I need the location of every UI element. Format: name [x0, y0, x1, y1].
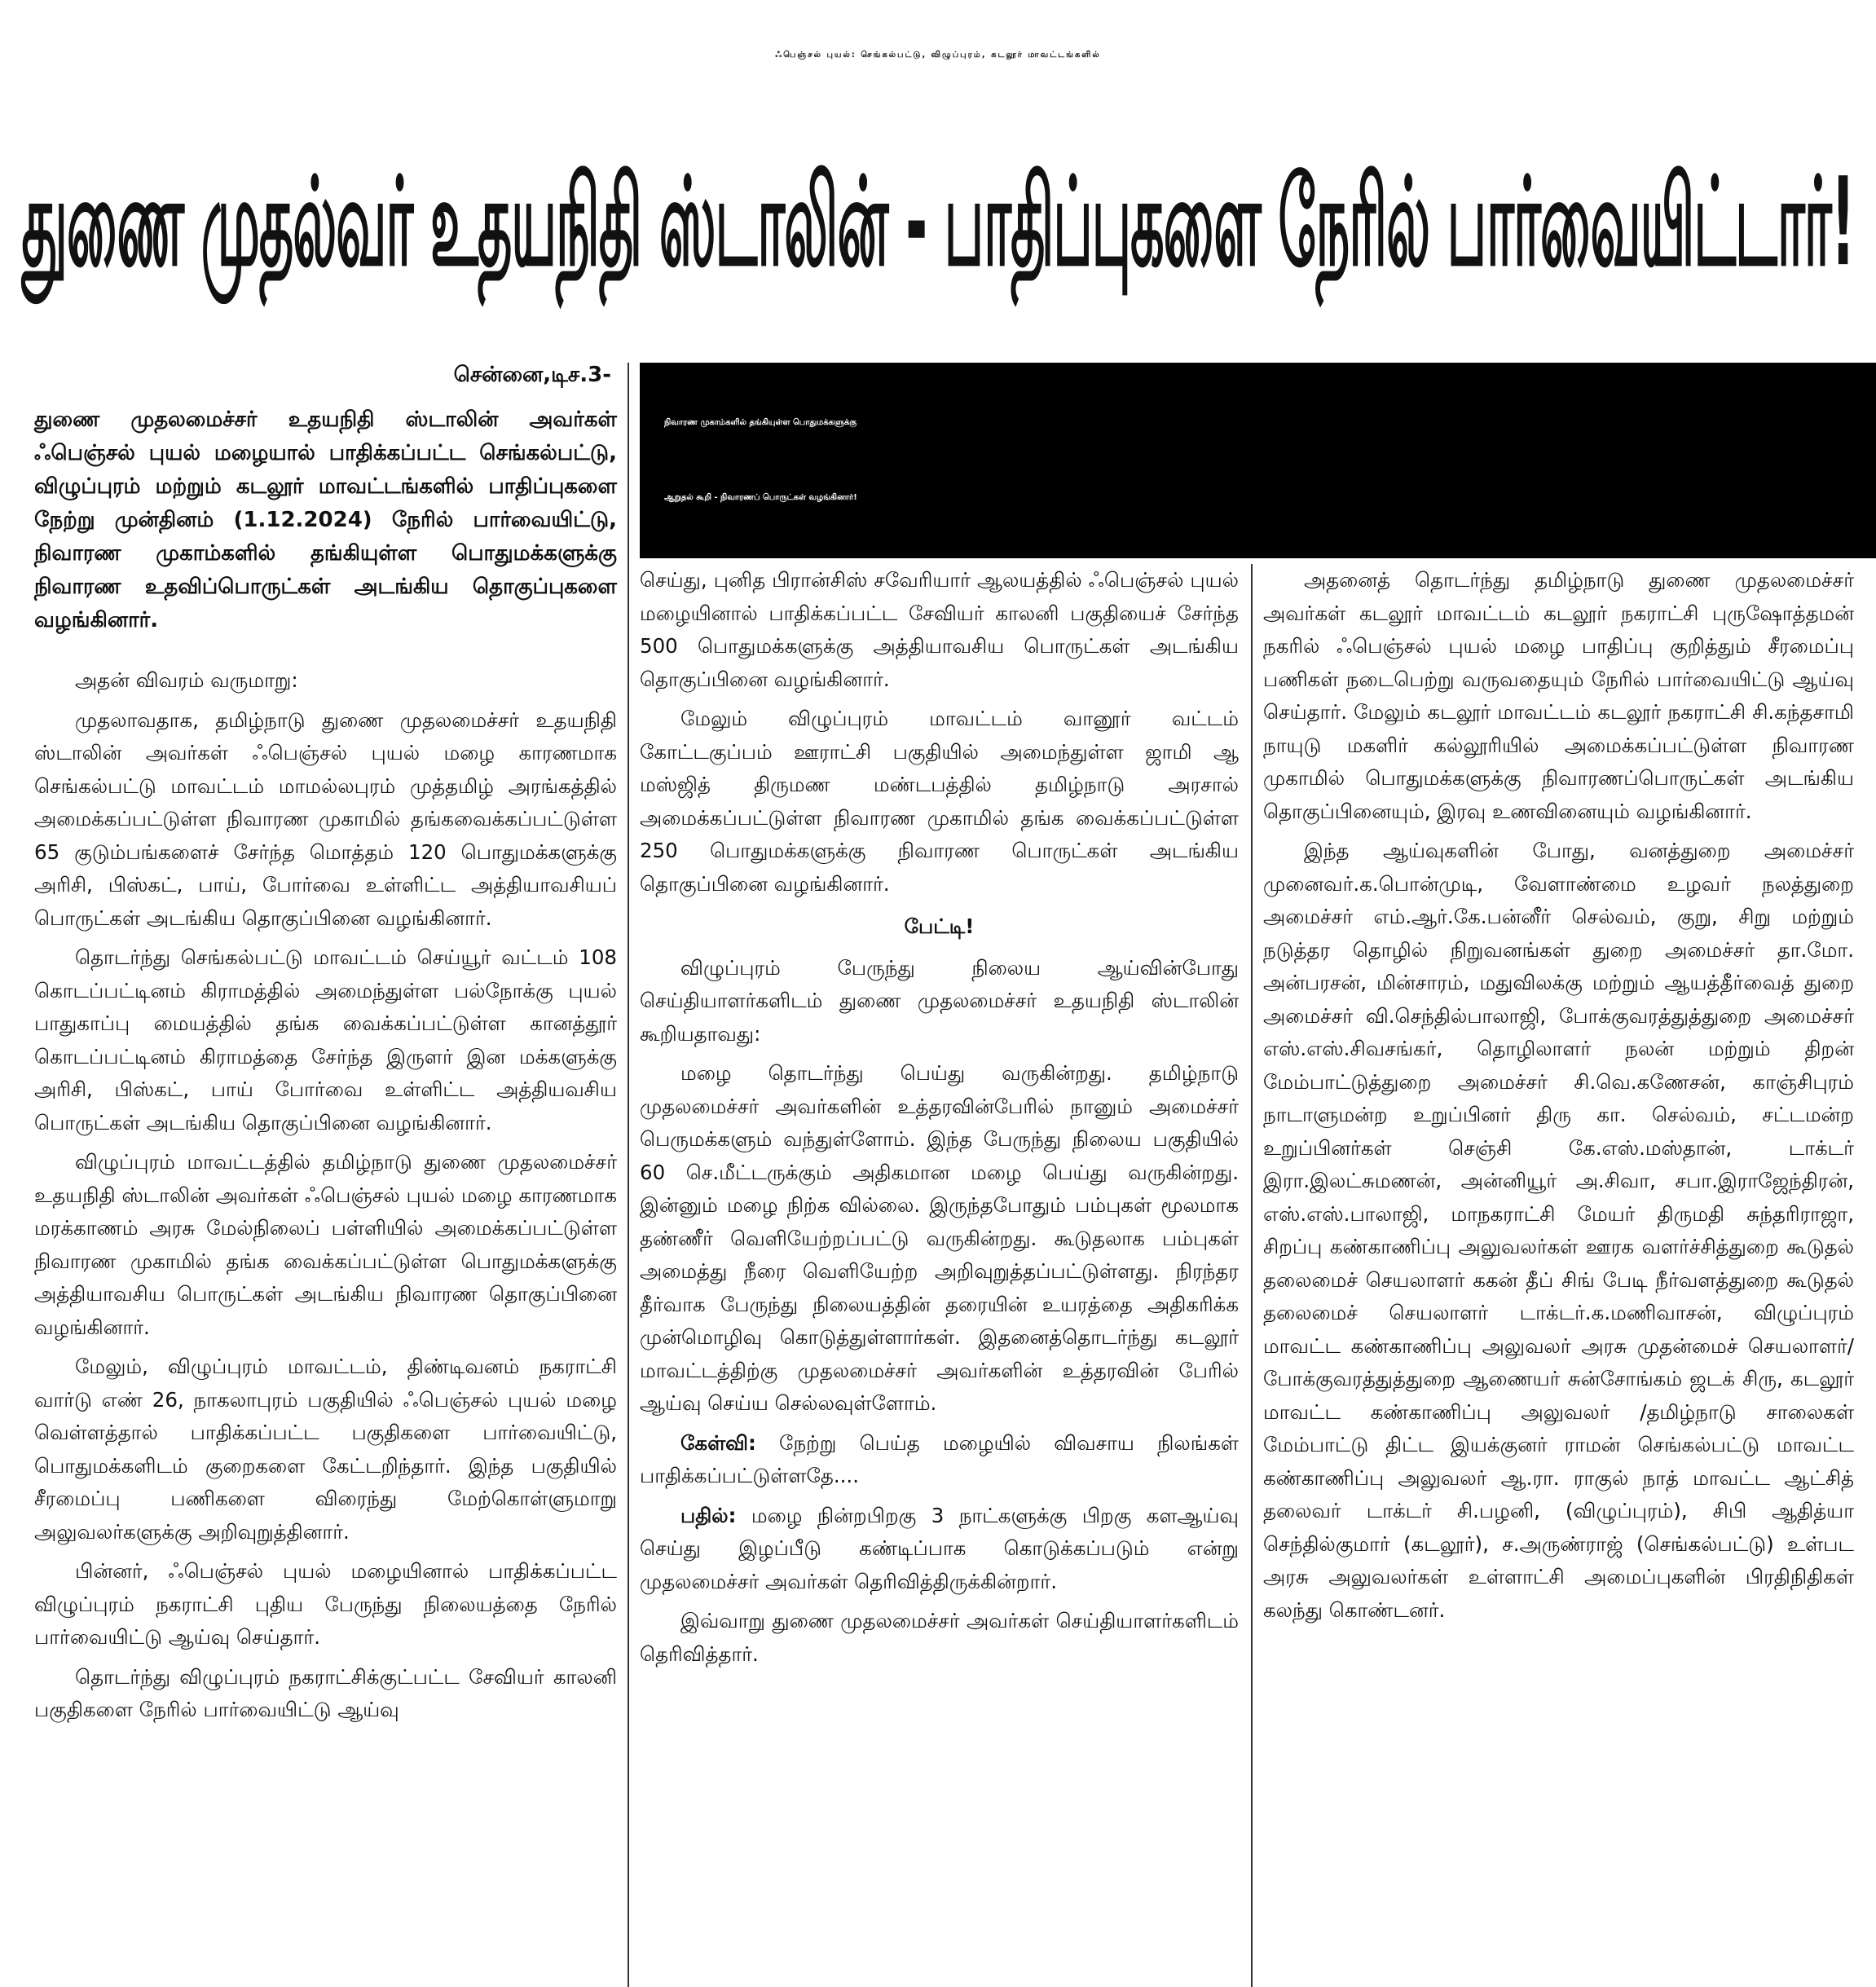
answer-label: பதில்: — [680, 1503, 737, 1527]
subheadline-banner — [640, 363, 1876, 558]
paragraph: மழை தொடர்ந்து பெய்து வருகின்றது. தமிழ்நாடு முதலமைச்சர் அவர்களின் உத்தரவின்பேரில் நானும் அமைச்சர் பெருமக்களும் வந்துள்ளோம். இந்த பேருந்து நிலைய பகுதியில் 60 செ.மீட்டருக்கும் அதிகமான மழை பெய்து வருகின்றது. இன்னும் மழை நிற்க வில்லை. இருந்தபோதும் பம்புகள் மூலமாக தண்ணீர் வெளியேற்றப்பட்டு வருகின்றது. கூடுதலாக பம்புகள் அமைத்து நீரை வெளியேற்ற அறிவுறுத்தப்பட்டுள்ளது. நிரந்தர தீர்வாக பேருந்து நிலையத்தின் தரையின் உயரத்தை அதிகரிக்க முன்மொழிவு கொடுத்துள்ளார்கள். இதனைத்தொடர்ந்து கடலூர் மாவட்டத்திற்கு முதலமைச்சர் அவர்களின் உத்தரவின் பேரில் ஆய்வு செய்ய செல்லவுள்ளோம். — [640, 1061, 1239, 1415]
paragraph: தொடர்ந்து செங்கல்பட்டு மாவட்டம் செய்யூர் வட்டம் 108 கொடப்பட்டினம் கிராமத்தில் அமைந்துள்ள பல்நோக்கு புயல் பாதுகாப்பு மையத்தில் தங்க வைக்கப்பட்டுள்ள கானத்தூர் கொடப்பட்டினம் கிராமத்தை சேர்ந்த இருளர் இன மக்களுக்கு அரிசி, பிஸ்கட், பாய் போர்வை உள்ளிட்ட அத்தியவசிய பொருட்கள் அடங்கிய தொகுப்பினை வழங்கினார். — [34, 945, 617, 1134]
main-headline-text: துணை முதல்வர் உதயநிதி ஸ்டாலின் - பாதிப்புகளை நேரில் பார்வையிட்டார்! — [21, 153, 1855, 294]
question-label: கேள்வி: — [680, 1430, 756, 1455]
column-divider — [628, 363, 629, 1987]
paragraph: பின்னர், ஃபெஞ்சல் புயல் மழையினால் பாதிக்கப்பட்ட விழுப்புரம் நகராட்சி புதிய பேருந்து நிலையத்தை நேரில் பார்வையிட்டு ஆய்வு செய்தார். — [34, 1559, 617, 1649]
banner-line-2: ஆறுதல் கூறி - நிவாரணப் பொருட்கள் வழங்கினார்! — [664, 493, 857, 502]
article-column-2 — [640, 564, 1239, 1677]
article-column-1 — [34, 664, 617, 1734]
paragraph: இவ்வாறு துணை முதலமைச்சர் அவர்கள் செய்தியாளர்களிடம் தெரிவித்தார். — [640, 1609, 1239, 1666]
lead-paragraph: துணை முதலமைச்சர் உதயநிதி ஸ்டாலின் அவர்கள் ஃபெஞ்சல் புயல் மழையால் பாதிக்கப்பட்ட செங்கல்பட்டு, விழுப்புரம் மற்றும் கடலூர் மாவட்டங்களில் பாதிப்புகளை நேற்று முன்தினம் (1.12.2024) நேரில் பார்வையிட்டு, நிவாரண முகாம்களில் தங்கியுள்ள பொதுமக்களுக்கு நிவாரண உதவிப்பொருட்கள் அடங்கிய தொகுப்புகளை வழங்கினார். — [34, 408, 617, 632]
main-headline — [0, 110, 1876, 355]
paragraph: இந்த ஆய்வுகளின் போது, வனத்துறை அமைச்சர் முனைவர்.க.பொன்முடி, வேளாண்மை உழவர் நலத்துறை அமைச்சர் எம்.ஆர்.கே.பன்னீர் செல்வம், குறு, சிறு மற்றும் நடுத்தர தொழில் நிறுவனங்கள் துறை அமைச்சர் தா.மோ. அன்பரசன், மின்சாரம், மதுவிலக்கு மற்றும் ஆயத்தீர்வைத் துறை அமைச்சர் வி.செந்தில்பாலாஜி, போக்குவரத்துத்துறை அமைச்சர் எஸ்.எஸ்.சிவசங்கர், தொழிலாளர் நலன் மற்றும் திறன் மேம்பாட்டுத்துறை அமைச்சர் சி.வெ.கணேசன், காஞ்சிபுரம் நாடாளுமன்ற உறுப்பினர் திரு கா. செல்வம், சட்டமன்ற உறுப்பினர்கள் செஞ்சி கே.எஸ்.மஸ்தான், டாக்டர் இரா.இலட்சுமணன், அன்னியூர் அ.சிவா, சபா.இராஜேந்திரன், எஸ்.எஸ்.பாலாஜி, மாநகராட்சி மேயர் திருமதி சுந்தரிராஜா, சிறப்பு கண்காணிப்பு அலுவலர்கள் ஊரக வளர்ச்சித்துறை கூடுதல் தலைமைச் செயலாளர் ககன் தீப் சிங் பேடி நீர்வளத்துறை கூடுதல் தலைமைச் செயலாளர் டாக்டர்.க.மணிவாசன், விழுப்புரம் மாவட்ட கண்காணிப்பு அலுவலர் அரசு முதன்மைச் செயலாளர்/ போக்குவரத்துத்துறை ஆணையர் சுன்சோங்கம் ஜடக் சிரு, கடலூர் மாவட்ட கண்காணிப்பு அலுவலர் /தமிழ்நாடு சாலைகள் மேம்பாட்டு திட்ட இயக்குனர் ராமன் செங்கல்பட்டு மாவட்ட கண்காணிப்பு அலுவலர் ஆ.ரா. ராகுல் நாத் மாவட்ட ஆட்சித் தலைவர் டாக்டர் சி.பழனி, (விழுப்புரம்), சிபி ஆதித்யா செந்தில்குமார் (கடலூர்), ச.அருண்ராஜ் (செங்கல்பட்டு) உள்பட அரசு அலுவலர்கள் உள்ளாட்சி அமைப்புகளின் பிரதிநிதிகள் கலந்து கொண்டனர். — [1263, 839, 1854, 1622]
question-text: நேற்று பெய்த மழையில் விவசாய நிலங்கள் பாதிக்கப்பட்டுள்ளதே.... — [640, 1430, 1239, 1487]
banner-line-1: நிவாரண முகாம்களில் தங்கியுள்ள பொதுமக்களுக்கு — [664, 418, 857, 427]
paragraph: செய்து, புனித பிரான்சிஸ் சவேரியார் ஆலயத்தில் ஃபெஞ்சல் புயல் மழையினால் பாதிக்கப்பட்ட சேவியர் காலனி பகுதியைச் சேர்ந்த 500 பொதுமக்களுக்கு அத்தியாவசிய பொருட்கள் அடங்கிய தொகுப்பினை வழங்கினார். — [640, 568, 1239, 691]
paragraph: மேலும் விழுப்புரம் மாவட்டம் வானூர் வட்டம் கோட்டகுப்பம் ஊராட்சி பகுதியில் அமைந்துள்ள ஜாமி ஆ மஸ்ஜித் திருமண மண்டபத்தில் தமிழ்நாடு அரசால் அமைக்கப்பட்டுள்ள நிவாரண முகாமில் தங்க வைக்கப்பட்டுள்ள 250 பொதுமக்களுக்கு நிவாரண பொருட்கள் அடங்கிய தொகுப்பினை வழங்கினார். — [640, 707, 1239, 896]
section-subhead: பேட்டி! — [904, 914, 975, 938]
dateline: சென்னை,டிச.3- — [453, 363, 611, 387]
kicker-headline: ஃபெஞ்சல் புயல்: செங்கல்பட்டு, விழுப்புரம், கடலூர் மாவட்டங்களில் — [775, 50, 1101, 59]
answer-paragraph — [640, 1500, 1239, 1599]
paragraph: அதனைத் தொடர்ந்து தமிழ்நாடு துணை முதலமைச்சர் அவர்கள் கடலூர் மாவட்டம் கடலூர் நகராட்சி புருஷோத்தமன் நகரில் ஃபெஞ்சல் புயல் மழை பாதிப்பு குறித்தும் சீரமைப்பு பணிகள் நடைபெற்று வருவதையும் நேரில் பார்வையிட்டு ஆய்வு செய்தார். மேலும் கடலூர் மாவட்டம் கடலூர் நகராட்சி சி.கந்தசாமி நாயுடு மகளிர் கல்லூரியில் அமைக்கப்பட்டுள்ள நிவாரண முகாமில் பொதுமக்களுக்கு நிவாரணப்பொருட்கள் அடங்கிய தொகுப்பினையும், இரவு உணவினையும் வழங்கினார். — [1263, 568, 1854, 823]
paragraph: தொடர்ந்து விழுப்புரம் நகராட்சிக்குட்பட்ட சேவியர் காலனி பகுதிகளை நேரில் பார்வையிட்டு ஆய்வு — [34, 1664, 617, 1721]
article-column-3 — [1263, 564, 1854, 1633]
paragraph: விழுப்புரம் பேருந்து நிலைய ஆய்வின்போது செய்தியாளர்களிடம் துணை முதலமைச்சர் உதயநிதி ஸ்டாலின் கூறியதாவது: — [640, 955, 1239, 1046]
column-divider — [1251, 564, 1253, 1987]
question-paragraph — [640, 1427, 1239, 1493]
paragraph: முதலாவதாக, தமிழ்நாடு துணை முதலமைச்சர் உதயநிதி ஸ்டாலின் அவர்கள் ஃபெஞ்சல் புயல் மழை காரணமாக செங்கல்பட்டு மாவட்டம் மாமல்லபுரம் முத்தமிழ் அரங்கத்தில் அமைக்கப்பட்டுள்ள நிவாரண முகாமில் தங்கவைக்கப்பட்டுள்ள 65 குடும்பங்களைச் சேர்ந்த மொத்தம் 120 பொதுமக்களுக்கு அரிசி, பிஸ்கட், பாய், போர்வை உள்ளிட்ட அத்தியாவசியப் பொருட்கள் அடங்கிய தொகுப்பினை வழங்கினார். — [34, 707, 617, 930]
paragraph: மேலும், விழுப்புரம் மாவட்டம், திண்டிவனம் நகராட்சி வார்டு எண் 26, நாகலாபுரம் பகுதியில் ஃபெஞ்சல் புயல் மழை வெள்ளத்தால் பாதிக்கப்பட்ட பகுதிகளை பார்வையிட்டு, பொதுமக்களிடம் குறைகளை கேட்டறிந்தார். இந்த பகுதியில் சீரமைப்பு பணிகளை விரைந்து மேற்கொள்ளுமாறு அலுவலர்களுக்கு அறிவுறுத்தினார். — [34, 1355, 617, 1544]
paragraph: அதன் விவரம் வருமாறு: — [75, 668, 298, 692]
answer-text: மழை நின்றபிறகு 3 நாட்களுக்கு பிறகு களஆய்வு செய்து இழப்பீடு கண்டிப்பாக கொடுக்கப்படும் என்று முதலமைச்சர் அவர்கள் தெரிவித்திருக்கின்றார். — [640, 1503, 1239, 1593]
paragraph: விழுப்புரம் மாவட்டத்தில் தமிழ்நாடு துணை முதலமைச்சர் உதயநிதி ஸ்டாலின் அவர்கள் ஃபெஞ்சல் புயல் மழை காரணமாக மரக்காணம் அரசு மேல்நிலைப் பள்ளியில் அமைக்கப்பட்டுள்ள நிவாரண முகாமில் தங்க வைக்கப்பட்டுள்ள பொதுமக்களுக்கு அத்தியாவசிய பொருட்கள் அடங்கிய நிவாரண தொகுப்பினை வழங்கினார். — [34, 1150, 617, 1339]
